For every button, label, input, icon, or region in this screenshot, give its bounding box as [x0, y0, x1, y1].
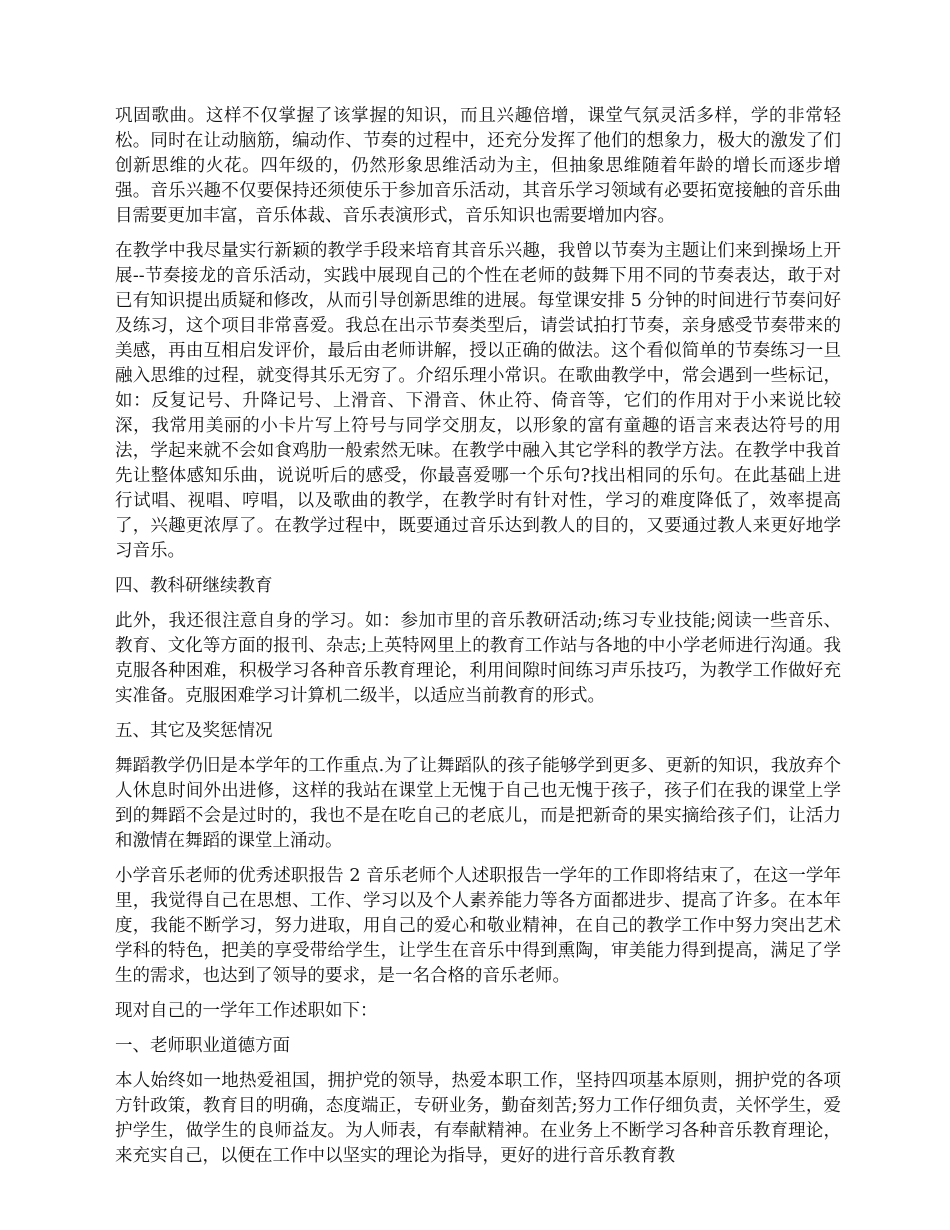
body-paragraph: 巩固歌曲。这样不仅掌握了该掌握的知识，而且兴趣倍增，课堂气氛灵活多样，学的非常轻松。同时在让动脑筋，编动作、节奏的过程中，还充分发挥了他们的想象力，极大的激发了们创新思维的火花。四年级的，仍然形象思维活动为主，但抽象思维随着年龄的增长而逐步增强。音乐兴趣不仅要保持还须使乐于参加音乐活动，其音乐学习领域有必要拓宽接触的音乐曲目需要更加丰富，音乐体裁、音乐表演形式，音乐知识也需要增加内容。: [115, 106, 841, 226]
section-heading: 一、老师职业道德方面: [115, 1036, 290, 1056]
section-heading: 五、其它及奖惩情况: [115, 721, 273, 741]
document-page: [115, 104, 841, 1179]
intro-line: 现对自己的一学年工作述职如下：: [115, 1001, 378, 1021]
body-paragraph: 在教学中我尽量实行新颖的教学手段来培育其音乐兴趣，我曾以节奏为主题让们来到操场上开展--节奏接龙的音乐活动，实践中展现自己的个性在老师的鼓舞下用不同的节奏表达，敢于对已有知识提出质疑和修改，从而引导创新思维的进展。每堂课安排 5 分钟的时间进行节奏问好及练习，这个项目非常喜爱。我总在出示节奏类型后，请尝试拍打节奏，亲身感受节奏带来的美感，再由互相启发评价，最后由老师讲解，授以正确的做法。这个看似简单的节奏练习一旦融入思维的过程，就变得其乐无穷了。介绍乐理小常识。在歌曲教学中，常会遇到一些标记，如：反复记号、升降记号、上滑音、下滑音、休止符、倚音等，它们的作用对于小来说比较深，我常用美丽的小卡片写上符号与同学交朋友，以形象的富有童趣的语言来表达符号的用法，学起来就不会如食鸡肋一般索然无味。在教学中融入其它学科的教学方法。在教学中我首先让整体感知乐曲，说说听后的感受，你最喜爱哪一个乐句?找出相同的乐句。在此基础上进行试唱、视唱、哼唱，以及歌曲的教学，在教学时有针对性，学习的难度降低了，效率提高了，兴趣更浓厚了。在教学过程中，既要通过音乐达到教人的目的，又要通过教人来更好地学习音乐。: [115, 241, 841, 561]
body-paragraph: 本人始终如一地热爱祖国，拥护党的领导，热爱本职工作，坚持四项基本原则，拥护党的各项方针政策，教育目的明确，态度端正，专研业务，勤奋刻苦;努力工作仔细负责，关怀学生，爱护学生，做学生的良师益友。为人师表，有奉献精神。在业务上不断学习各种音乐教育理论，来充实自己，以便在工作中以坚实的理论为指导，更好的进行音乐教育教: [115, 1071, 841, 1166]
body-paragraph: 此外，我还很注意自身的学习。如：参加市里的音乐教研活动;练习专业技能;阅读一些音乐、教育、文化等方面的报刊、杂志;上英特网里上的教育工作站与各地的中小学老师进行沟通。我克服各种困难，积极学习各种音乐教育理论，利用间隙时间练习声乐技巧，为教学工作做好充实准备。克服困难学习计算机二级半，以适应当前教育的形式。: [115, 611, 841, 706]
section-heading: 四、教科研继续教育: [115, 576, 273, 596]
body-paragraph: 舞蹈教学仍旧是本学年的工作重点.为了让舞蹈队的孩子能够学到更多、更新的知识，我放弃个人休息时间外出进修，这样的我站在课堂上无愧于自己也无愧于孩子，孩子们在我的课堂上学到的舞蹈不会是过时的，我也不是在吃自己的老底儿，而是把新奇的果实摘给孩子们，让活力和激情在舞蹈的课堂上涌动。: [115, 756, 841, 851]
body-paragraph: 小学音乐老师的优秀述职报告 2 音乐老师个人述职报告一学年的工作即将结束了，在这一学年里，我觉得自己在思想、工作、学习以及个人素养能力等各方面都进步、提高了许多。在本年度，我能不断学习，努力进取，用自己的爱心和敬业精神，在自己的教学工作中努力突出艺术学科的特色，把美的享受带给学生，让学生在音乐中得到熏陶，审美能力得到提高，满足了学生的需求，也达到了领导的要求，是一名合格的音乐老师。: [115, 866, 841, 986]
